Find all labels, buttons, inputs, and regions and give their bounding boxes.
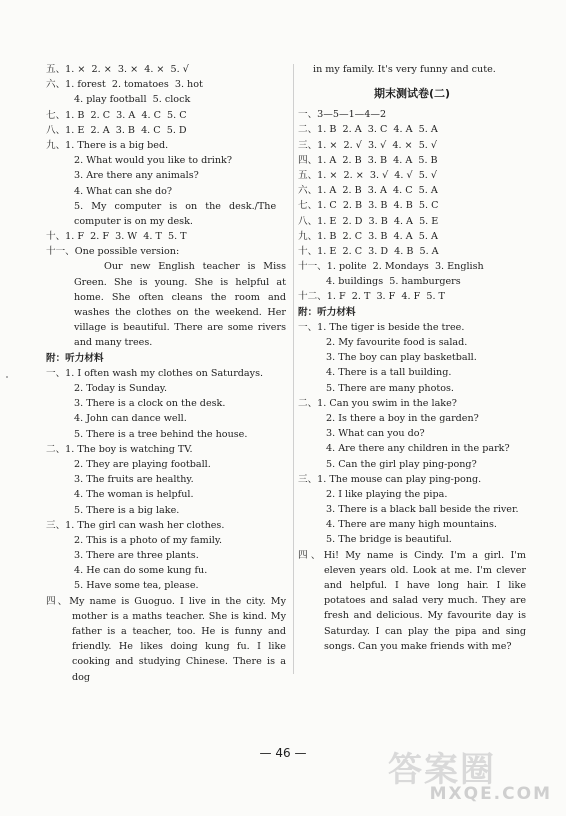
column-divider [293,64,294,674]
answer-line: 八、1. E 2. A 3. B 4. C 5. D [46,124,187,136]
answer-line: 九、1. There is a big bed. [46,139,169,151]
answer-line: 4. buildings 5. hamburgers [326,276,461,288]
listening-line: 2. My favourite food is salad. [326,337,468,348]
listening-paragraph-text: 四、My name is Guoguo. I live in the city. My mother is a maths teacher. She is kind. My father is a teacher, too. He is funny and friendly. He likes doing kung fu. I like cooking and studying Chinese. There is a dog [46,595,286,683]
listening-line: 二、1. Can you swim in the lake? [298,397,457,409]
answer-line: computer is on my desk. [74,215,193,227]
answer-line: 3. Are there any animals? [74,170,199,182]
listening-line: 3. There is a clock on the desk. [74,398,226,410]
essay-text: Our new English teacher is Miss Green. She is young. She is helpful at home. She often cleans the room and washes the clothes on the weekend. Her village is beautiful. There are some rivers and many trees. [74,261,286,349]
listening-line: 一、1. I often wash my clothes on Saturdays. [46,367,264,379]
listening-line: 4. He can do some kung fu. [74,565,208,577]
answer-line: 4. play football 5. clock [74,94,191,106]
watermark-logo-text: 答案圈 [388,750,496,790]
answer-line: 十二、1. F 2. T 3. F 4. F 5. T [298,291,445,303]
answer-line: 2. What would you like to drink? [74,155,233,167]
answer-line: 三、1. × 2. √ 3. √ 4. × 5. √ [298,139,438,151]
listening-line: 5. Can the girl play ping-pong? [326,458,477,470]
listening-line: 4. The woman is helpful. [74,489,194,501]
listening-header: 附：听力材料 [298,306,356,318]
answer-line: 七、1. C 2. B 3. B 4. B 5. C [298,200,439,212]
listening-paragraph [46,594,286,685]
answer-line: 七、1. B 2. C 3. A 4. C 5. C [46,109,187,121]
listening-line: 5. There is a tree behind the house. [74,428,248,440]
right-column [298,62,526,654]
listening-line: 3. The fruits are healthy. [74,474,194,486]
listening-line: 5. There are many photos. [326,382,454,394]
answer-line: 六、1. forest 2. tomatoes 3. hot [46,79,203,91]
continuation-line: in my family. It's very funny and cute. [313,64,496,75]
listening-paragraph-text: 四、Hi! My name is Cindy. I'm a girl. I'm eleven years old. Look at me. I'm clever and helpful. I have long hair. I like potatoes and salad very much. They are fresh and delicious. My favourite day is Saturday. I can play the pipa and sing songs. Can you make friends with me? [298,549,526,652]
listening-header: 附：听力材料 [46,352,104,364]
listening-line: 2. They are playing football. [74,458,211,470]
answer-line: 十、1. F 2. F 3. W 4. T 5. T [46,231,187,243]
listening-paragraph [298,548,526,654]
listening-line: 4. John can dance well. [74,413,187,425]
answer-line: 五、1. × 2. × 3. × 4. × 5. √ [46,64,189,75]
answer-line: 5. My computer is on the desk./The [74,200,277,212]
scan-speck [6,376,8,378]
watermark-domain: MXQE.COM [429,784,552,804]
listening-line: 4. There is a tall building. [326,367,452,379]
answer-line: 九、1. B 2. C 3. B 4. A 5. A [298,230,438,242]
listening-line: 4. Are there any children in the park? [326,443,510,455]
listening-line: 一、1. The tiger is beside the tree. [298,321,465,333]
essay-paragraph [46,259,286,350]
answer-line: 五、1. × 2. × 3. √ 4. √ 5. √ [298,169,438,181]
listening-line: 2. This is a photo of my family. [74,534,223,546]
answer-line: 四、1. A 2. B 3. B 4. A 5. B [298,154,438,166]
site-watermark [382,740,552,804]
listening-line: 5. The bridge is beautiful. [326,534,452,546]
listening-line: 三、1. The girl can wash her clothes. [46,519,225,531]
listening-line: 3. What can you do? [326,428,425,440]
listening-line: 3. There is a black ball beside the river. [326,504,519,516]
listening-line: 2. Is there a boy in the garden? [326,412,479,424]
answer-line: 十一、1. polite 2. Mondays 3. English [298,261,484,273]
listening-line: 2. Today is Sunday. [74,383,167,395]
page-number: — 46 — [259,746,307,760]
listening-line: 3. The boy can play basketball. [326,352,477,364]
answer-line: 4. What can she do? [74,185,173,197]
listening-line: 三、1. The mouse can play ping-pong. [298,473,482,485]
listening-line: 5. Have some tea, please. [74,580,199,592]
answer-line: 一、3—5—1—4—2 [298,109,387,121]
listening-line: 2. I like playing the pipa. [326,488,448,500]
answer-line: 二、1. B 2. A 3. C 4. A 5. A [298,124,438,136]
listening-line: 5. There is a big lake. [74,504,180,516]
answer-line: 十一、One possible version: [46,246,180,258]
left-column [46,62,286,685]
listening-line: 3. There are three plants. [74,550,199,562]
section-title: 期末测试卷(二) [373,87,451,101]
answer-line: 六、1. A 2. B 3. A 4. C 5. A [298,185,438,197]
listening-line: 4. There are many high mountains. [326,519,497,531]
answer-line: 十、1. E 2. C 3. D 4. B 5. A [298,245,439,257]
answer-line: 八、1. E 2. D 3. B 4. A 5. E [298,215,439,227]
listening-line: 二、1. The boy is watching TV. [46,443,193,455]
